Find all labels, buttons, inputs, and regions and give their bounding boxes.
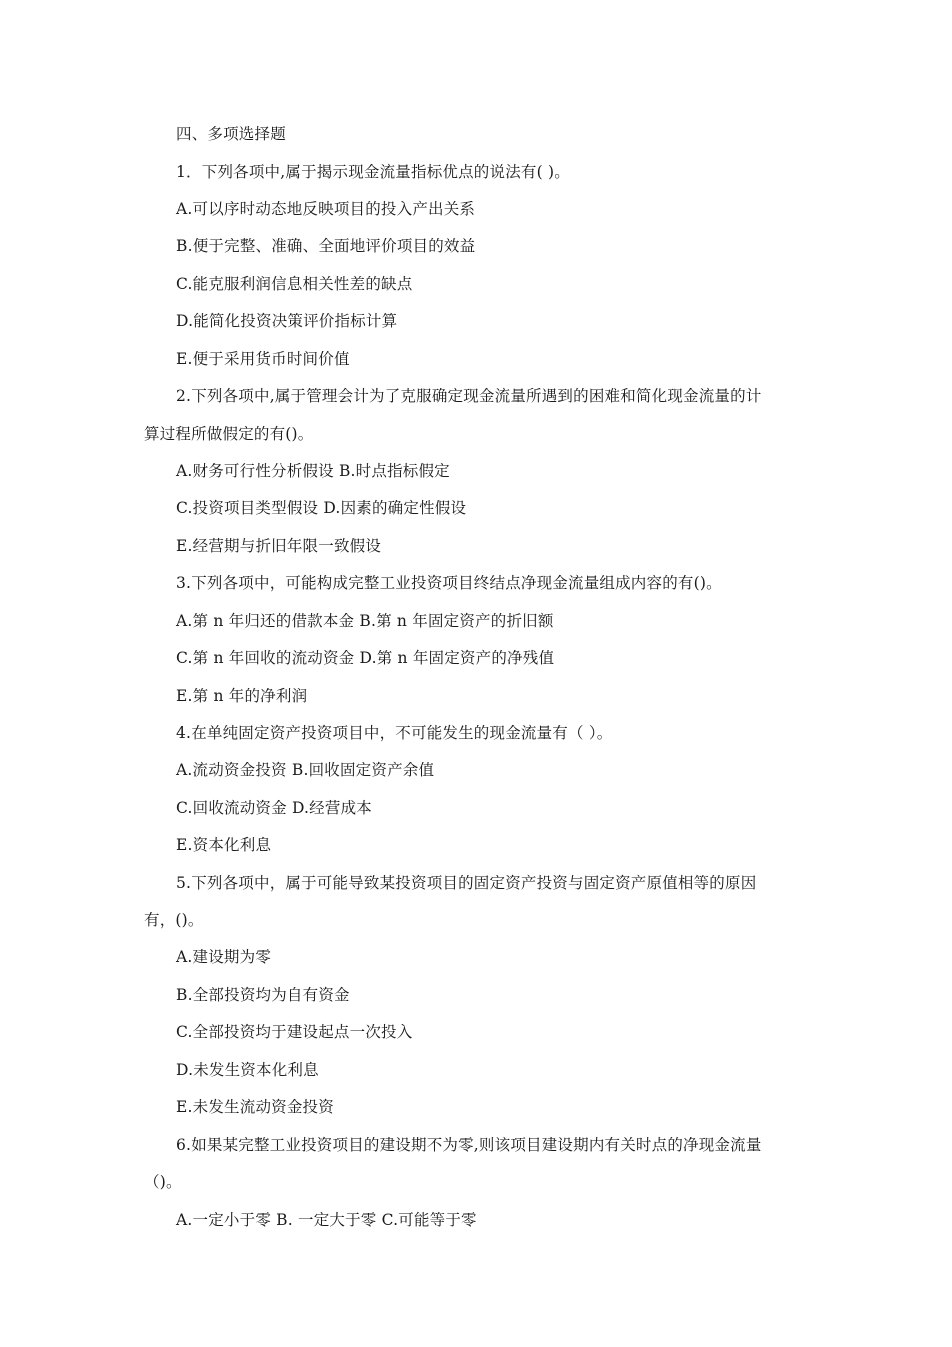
question-5-stem: 5.下列各项中，属于可能导致某投资项目的固定资产投资与固定资产原值相等的原因 [176,874,757,892]
question-5-option-c: C.全部投资均于建设起点一次投入 [176,1023,413,1041]
question-1-option-e: E.便于采用货币时间价值 [176,350,350,368]
question-6-option-abc: A.一定小于零 B. 一定大于零 C.可能等于零 [176,1211,477,1229]
question-6-stem-continuation: （)。 [144,1173,182,1191]
question-2-option-ab: A.财务可行性分析假设 B.时点指标假定 [176,462,450,480]
question-2-option-cd: C.投资项目类型假设 D.因素的确定性假设 [176,499,467,517]
question-3-option-cd: C.第 n 年回收的流动资金 D.第 n 年固定资产的净残值 [176,649,555,667]
question-2-stem: 2.下列各项中,属于管理会计为了克服确定现金流量所遇到的困难和简化现金流量的计 [176,387,762,405]
question-4-stem: 4.在单纯固定资产投资项目中，不可能发生的现金流量有（ ）。 [176,724,613,742]
question-1-option-c: C.能克服利润信息相关性差的缺点 [176,275,413,293]
question-5-option-a: A.建设期为零 [176,948,272,966]
section-heading: 四、多项选择题 [176,125,286,143]
question-5-option-b: B.全部投资均为自有资金 [176,986,350,1004]
question-4-option-cd: C.回收流动资金 D.经营成本 [176,799,372,817]
question-1-option-d: D.能简化投资决策评价指标计算 [176,312,398,330]
question-3-stem: 3.下列各项中，可能构成完整工业投资项目终结点净现金流量组成内容的有()。 [176,574,722,592]
question-6-stem: 6.如果某完整工业投资项目的建设期不为零,则该项目建设期内有关时点的净现金流量 [176,1136,762,1154]
question-2-option-e: E.经营期与折旧年限一致假设 [176,537,382,555]
question-1-option-a: A.可以序时动态地反映项目的投入产出关系 [176,200,476,218]
question-1-option-b: B.便于完整、准确、全面地评价项目的效益 [176,237,476,255]
question-1-stem: 1．下列各项中,属于揭示现金流量指标优点的说法有( )。 [176,163,570,181]
question-2-stem-continuation: 算过程所做假定的有()。 [144,425,314,443]
question-5-option-d: D.未发生资本化利息 [176,1061,319,1079]
question-3-option-e: E.第 n 年的净利润 [176,687,308,705]
question-5-stem-continuation: 有，()。 [144,911,204,929]
question-5-option-e: E.未发生流动资金投资 [176,1098,334,1116]
question-3-option-ab: A.第 n 年归还的借款本金 B.第 n 年固定资产的折旧额 [176,612,554,630]
question-4-option-e: E.资本化利息 [176,836,272,854]
question-4-option-ab: A.流动资金投资 B.回收固定资产余值 [176,761,435,779]
